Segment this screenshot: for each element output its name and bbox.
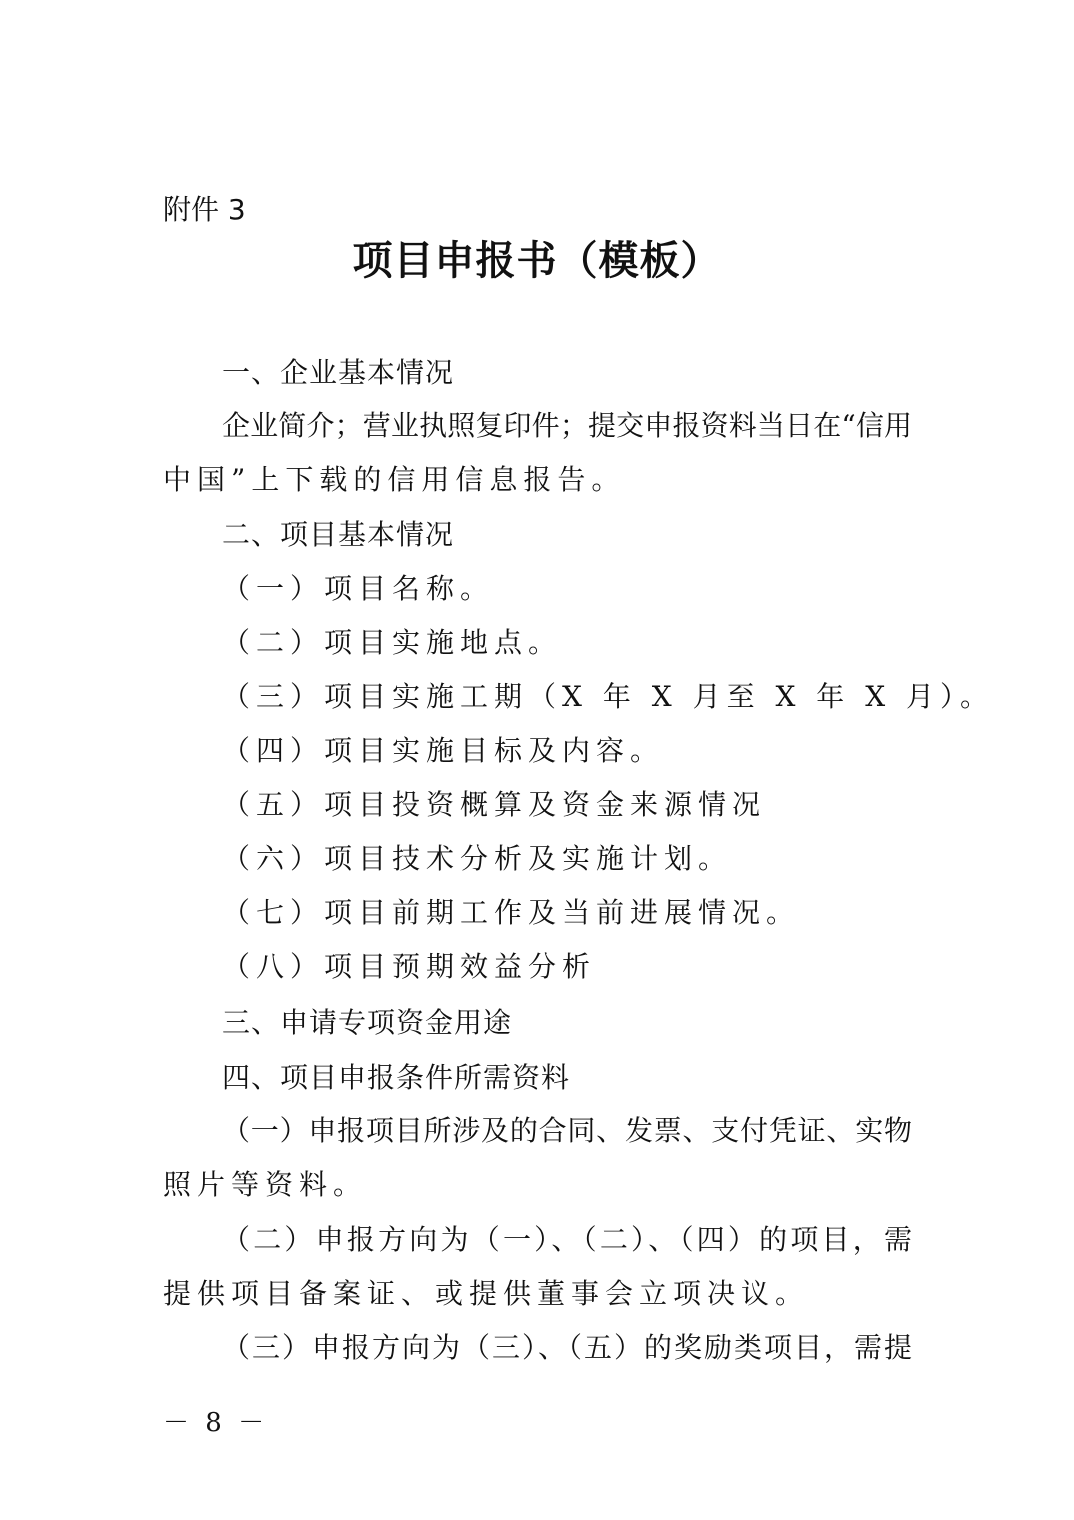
section-heading-3: 三、申请专项资金用途 — [222, 1006, 513, 1039]
list-item: （七）项目前期工作及当前进展情况。 — [222, 896, 801, 929]
section-heading-2: 二、项目基本情况 — [222, 518, 455, 551]
page-number: － 8 － — [163, 1408, 269, 1438]
list-item: （四）项目实施目标及内容。 — [222, 734, 665, 767]
paragraph-line: （二）申报方向为（一）、（二）、（四）的项目，需 — [222, 1223, 912, 1256]
list-item: （六）项目技术分析及实施计划。 — [222, 842, 733, 875]
list-item: （八）项目预期效益分析 — [222, 950, 597, 983]
paragraph-line: 企业简介；营业执照复印件；提交申报资料当日在“信用 — [222, 409, 912, 442]
paragraph-line: （一）申报项目所涉及的合同、发票、支付凭证、实物 — [222, 1114, 912, 1147]
list-item: （五）项目投资概算及资金来源情况 — [222, 788, 767, 821]
list-item: （一）项目名称。 — [222, 572, 495, 605]
paragraph-line: 提供项目备案证、或提供董事会立项决议。 — [163, 1277, 810, 1310]
document-title: 项目申报书（模板） — [352, 237, 722, 284]
section-heading-1: 一、企业基本情况 — [222, 356, 455, 389]
list-item: （三）项目实施工期（X 年 X 月至 X 年 X 月）。 — [222, 680, 995, 713]
attachment-label: 附件 3 — [163, 193, 246, 226]
section-heading-4: 四、项目申报条件所需资料 — [222, 1061, 571, 1094]
paragraph-line: 照片等资料。 — [163, 1168, 368, 1201]
list-item: （二）项目实施地点。 — [222, 626, 563, 659]
paragraph-line: 中国”上下载的信用信息报告。 — [163, 463, 626, 496]
paragraph-line: （三）申报方向为（三）、（五）的奖励类项目，需提 — [222, 1331, 912, 1364]
